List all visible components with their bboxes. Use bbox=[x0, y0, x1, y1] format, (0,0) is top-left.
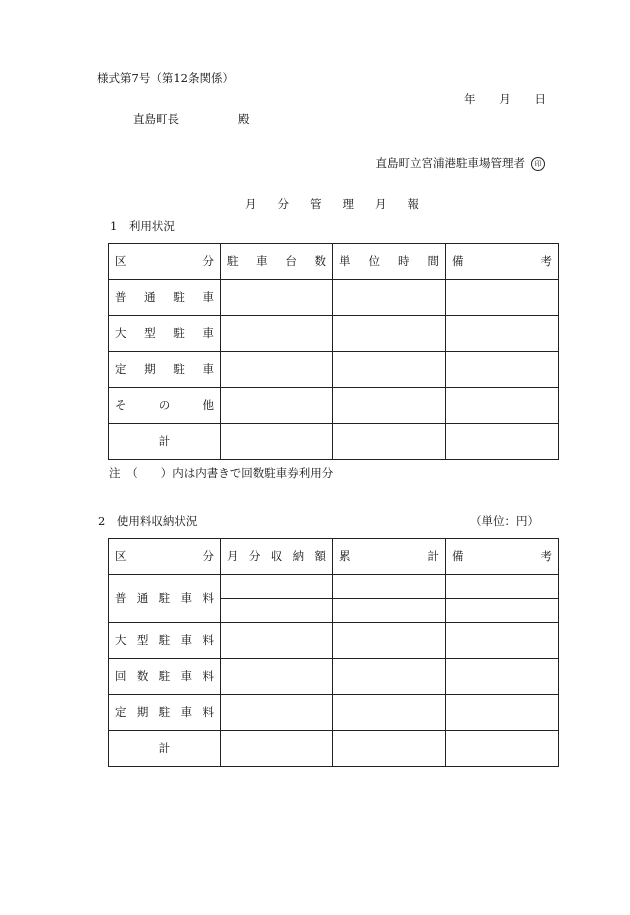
spaced-char: 分 bbox=[277, 197, 289, 211]
cell bbox=[333, 388, 446, 424]
spaced-char: 期 bbox=[144, 361, 156, 376]
spaced-char: 月 bbox=[227, 548, 239, 563]
spaced-char: 納 bbox=[292, 548, 305, 563]
spaced-char: 間 bbox=[427, 253, 439, 268]
table-row bbox=[109, 388, 559, 424]
table-row bbox=[109, 280, 559, 316]
table-row bbox=[109, 316, 559, 352]
cell bbox=[221, 280, 333, 316]
cell bbox=[446, 599, 559, 623]
table-row-total bbox=[109, 731, 559, 767]
cell bbox=[333, 659, 446, 695]
row-label-regular bbox=[109, 280, 221, 316]
header-remarks bbox=[446, 244, 559, 280]
table-row bbox=[109, 659, 559, 695]
spaced-char: の bbox=[158, 397, 171, 412]
spaced-char: 備 bbox=[452, 548, 464, 563]
spaced-char: 数 bbox=[136, 668, 149, 683]
spaced-char: 車 bbox=[180, 632, 193, 647]
spaced-char: 通 bbox=[144, 289, 156, 304]
header-category bbox=[109, 539, 221, 575]
row-label-other bbox=[109, 388, 221, 424]
date-line bbox=[464, 94, 546, 106]
table-row bbox=[109, 623, 559, 659]
cell bbox=[221, 352, 333, 388]
spaced-char: 車 bbox=[180, 704, 193, 719]
row-label-large-fee bbox=[109, 623, 221, 659]
spaced-char: 駐 bbox=[173, 325, 185, 340]
spaced-char: 管 bbox=[310, 197, 322, 211]
row-label-total: 計 bbox=[109, 424, 221, 460]
spaced-char: 駐 bbox=[158, 668, 171, 683]
cell bbox=[446, 316, 559, 352]
cell bbox=[333, 623, 446, 659]
cell bbox=[333, 352, 446, 388]
spaced-char: 駐 bbox=[158, 632, 171, 647]
row-label-regular-fee bbox=[109, 575, 221, 623]
cell bbox=[333, 731, 446, 767]
section2-heading: 2 使用料収納状況 bbox=[98, 514, 198, 528]
sender-name: 直島町立宮浦港駐車場管理者 bbox=[375, 156, 525, 170]
cell bbox=[221, 424, 333, 460]
header-vehicle-count bbox=[221, 244, 333, 280]
row-label-large bbox=[109, 316, 221, 352]
form-number: 様式第7号（第12条関係） bbox=[97, 71, 234, 85]
cell bbox=[446, 352, 559, 388]
spaced-char: 回 bbox=[115, 668, 127, 683]
cell bbox=[333, 280, 446, 316]
row-label-coupon-fee bbox=[109, 659, 221, 695]
spaced-char: 通 bbox=[136, 590, 149, 605]
spaced-char: 車 bbox=[180, 668, 193, 683]
seal-icon: 印 bbox=[531, 157, 545, 171]
cell bbox=[333, 316, 446, 352]
cell bbox=[221, 623, 333, 659]
spaced-char: 車 bbox=[202, 361, 214, 376]
spaced-char: 時 bbox=[398, 253, 410, 268]
cell bbox=[221, 388, 333, 424]
sender-line bbox=[376, 157, 546, 171]
addressee: 直島町長 bbox=[133, 112, 179, 126]
cell bbox=[446, 575, 559, 599]
spaced-char: 定 bbox=[115, 704, 127, 719]
cell bbox=[221, 695, 333, 731]
spaced-char: 他 bbox=[202, 397, 214, 412]
fee-table bbox=[108, 538, 559, 767]
cell bbox=[333, 599, 446, 623]
cell bbox=[446, 659, 559, 695]
spaced-char: 位 bbox=[368, 253, 380, 268]
report-title bbox=[245, 199, 419, 211]
spaced-char: 月 bbox=[499, 92, 511, 106]
spaced-char: 期 bbox=[136, 704, 149, 719]
spaced-char: 日 bbox=[534, 92, 546, 106]
spaced-char: 分 bbox=[202, 548, 214, 563]
usage-table bbox=[108, 243, 559, 460]
spaced-char: 考 bbox=[540, 253, 552, 268]
header-remarks bbox=[446, 539, 559, 575]
header-monthly-amount bbox=[221, 539, 333, 575]
row-label-periodic bbox=[109, 352, 221, 388]
cell bbox=[446, 623, 559, 659]
spaced-char: 台 bbox=[285, 253, 297, 268]
spaced-char: 大 bbox=[115, 632, 127, 647]
cell bbox=[221, 316, 333, 352]
cell bbox=[446, 424, 559, 460]
header-unit-hours bbox=[333, 244, 446, 280]
spaced-char: 区 bbox=[115, 253, 127, 268]
spaced-char: そ bbox=[115, 397, 127, 412]
spaced-char: 駐 bbox=[227, 253, 239, 268]
spaced-char: 月 bbox=[245, 197, 257, 211]
fee-header-row bbox=[109, 539, 559, 575]
spaced-char: 車 bbox=[180, 590, 193, 605]
spaced-char: 駐 bbox=[173, 361, 185, 376]
spaced-char: 普 bbox=[115, 590, 127, 605]
spaced-char: 月 bbox=[375, 197, 387, 211]
spaced-char: 大 bbox=[115, 325, 127, 340]
spaced-char: 額 bbox=[314, 548, 326, 563]
spaced-char: 分 bbox=[248, 548, 261, 563]
spaced-char: 駐 bbox=[173, 289, 185, 304]
spaced-char: 料 bbox=[202, 632, 214, 647]
unit-label: （単位：円） bbox=[470, 514, 539, 528]
honorific: 殿 bbox=[238, 112, 250, 126]
usage-note: 注 （ ）内は内書きで回数駐車券利用分 bbox=[109, 466, 334, 480]
cell bbox=[221, 599, 333, 623]
cell bbox=[333, 575, 446, 599]
spaced-char: 普 bbox=[115, 289, 127, 304]
spaced-char: 駐 bbox=[158, 704, 171, 719]
row-label-total: 計 bbox=[109, 731, 221, 767]
cell bbox=[446, 695, 559, 731]
cell bbox=[446, 280, 559, 316]
cell bbox=[446, 388, 559, 424]
spaced-char: 車 bbox=[256, 253, 268, 268]
spaced-char: 型 bbox=[144, 325, 156, 340]
cell bbox=[446, 731, 559, 767]
table-row-total bbox=[109, 424, 559, 460]
spaced-char: 計 bbox=[427, 548, 439, 563]
spaced-char: 料 bbox=[202, 668, 214, 683]
row-label-periodic-fee bbox=[109, 695, 221, 731]
cell bbox=[333, 695, 446, 731]
spaced-char: 車 bbox=[202, 289, 214, 304]
cell bbox=[333, 424, 446, 460]
header-cumulative bbox=[333, 539, 446, 575]
cell bbox=[221, 575, 333, 599]
spaced-char: 単 bbox=[339, 253, 351, 268]
table-row bbox=[109, 352, 559, 388]
spaced-char: 考 bbox=[540, 548, 552, 563]
table-row bbox=[109, 575, 559, 599]
spaced-char: 分 bbox=[202, 253, 214, 268]
spaced-char: 理 bbox=[342, 197, 354, 211]
usage-header-row bbox=[109, 244, 559, 280]
spaced-char: 数 bbox=[314, 253, 326, 268]
spaced-char: 車 bbox=[202, 325, 214, 340]
header-category bbox=[109, 244, 221, 280]
spaced-char: 年 bbox=[464, 92, 476, 106]
spaced-char: 型 bbox=[136, 632, 149, 647]
section1-heading: 1 利用状況 bbox=[110, 219, 175, 233]
table-row bbox=[109, 695, 559, 731]
spaced-char: 料 bbox=[202, 704, 214, 719]
spaced-char: 料 bbox=[202, 590, 214, 605]
spaced-char: 定 bbox=[115, 361, 127, 376]
spaced-char: 備 bbox=[452, 253, 464, 268]
spaced-char: 報 bbox=[407, 197, 419, 211]
spaced-char: 収 bbox=[270, 548, 283, 563]
cell bbox=[221, 731, 333, 767]
spaced-char: 累 bbox=[339, 548, 351, 563]
cell bbox=[221, 659, 333, 695]
spaced-char: 駐 bbox=[158, 590, 171, 605]
spaced-char: 区 bbox=[115, 548, 127, 563]
